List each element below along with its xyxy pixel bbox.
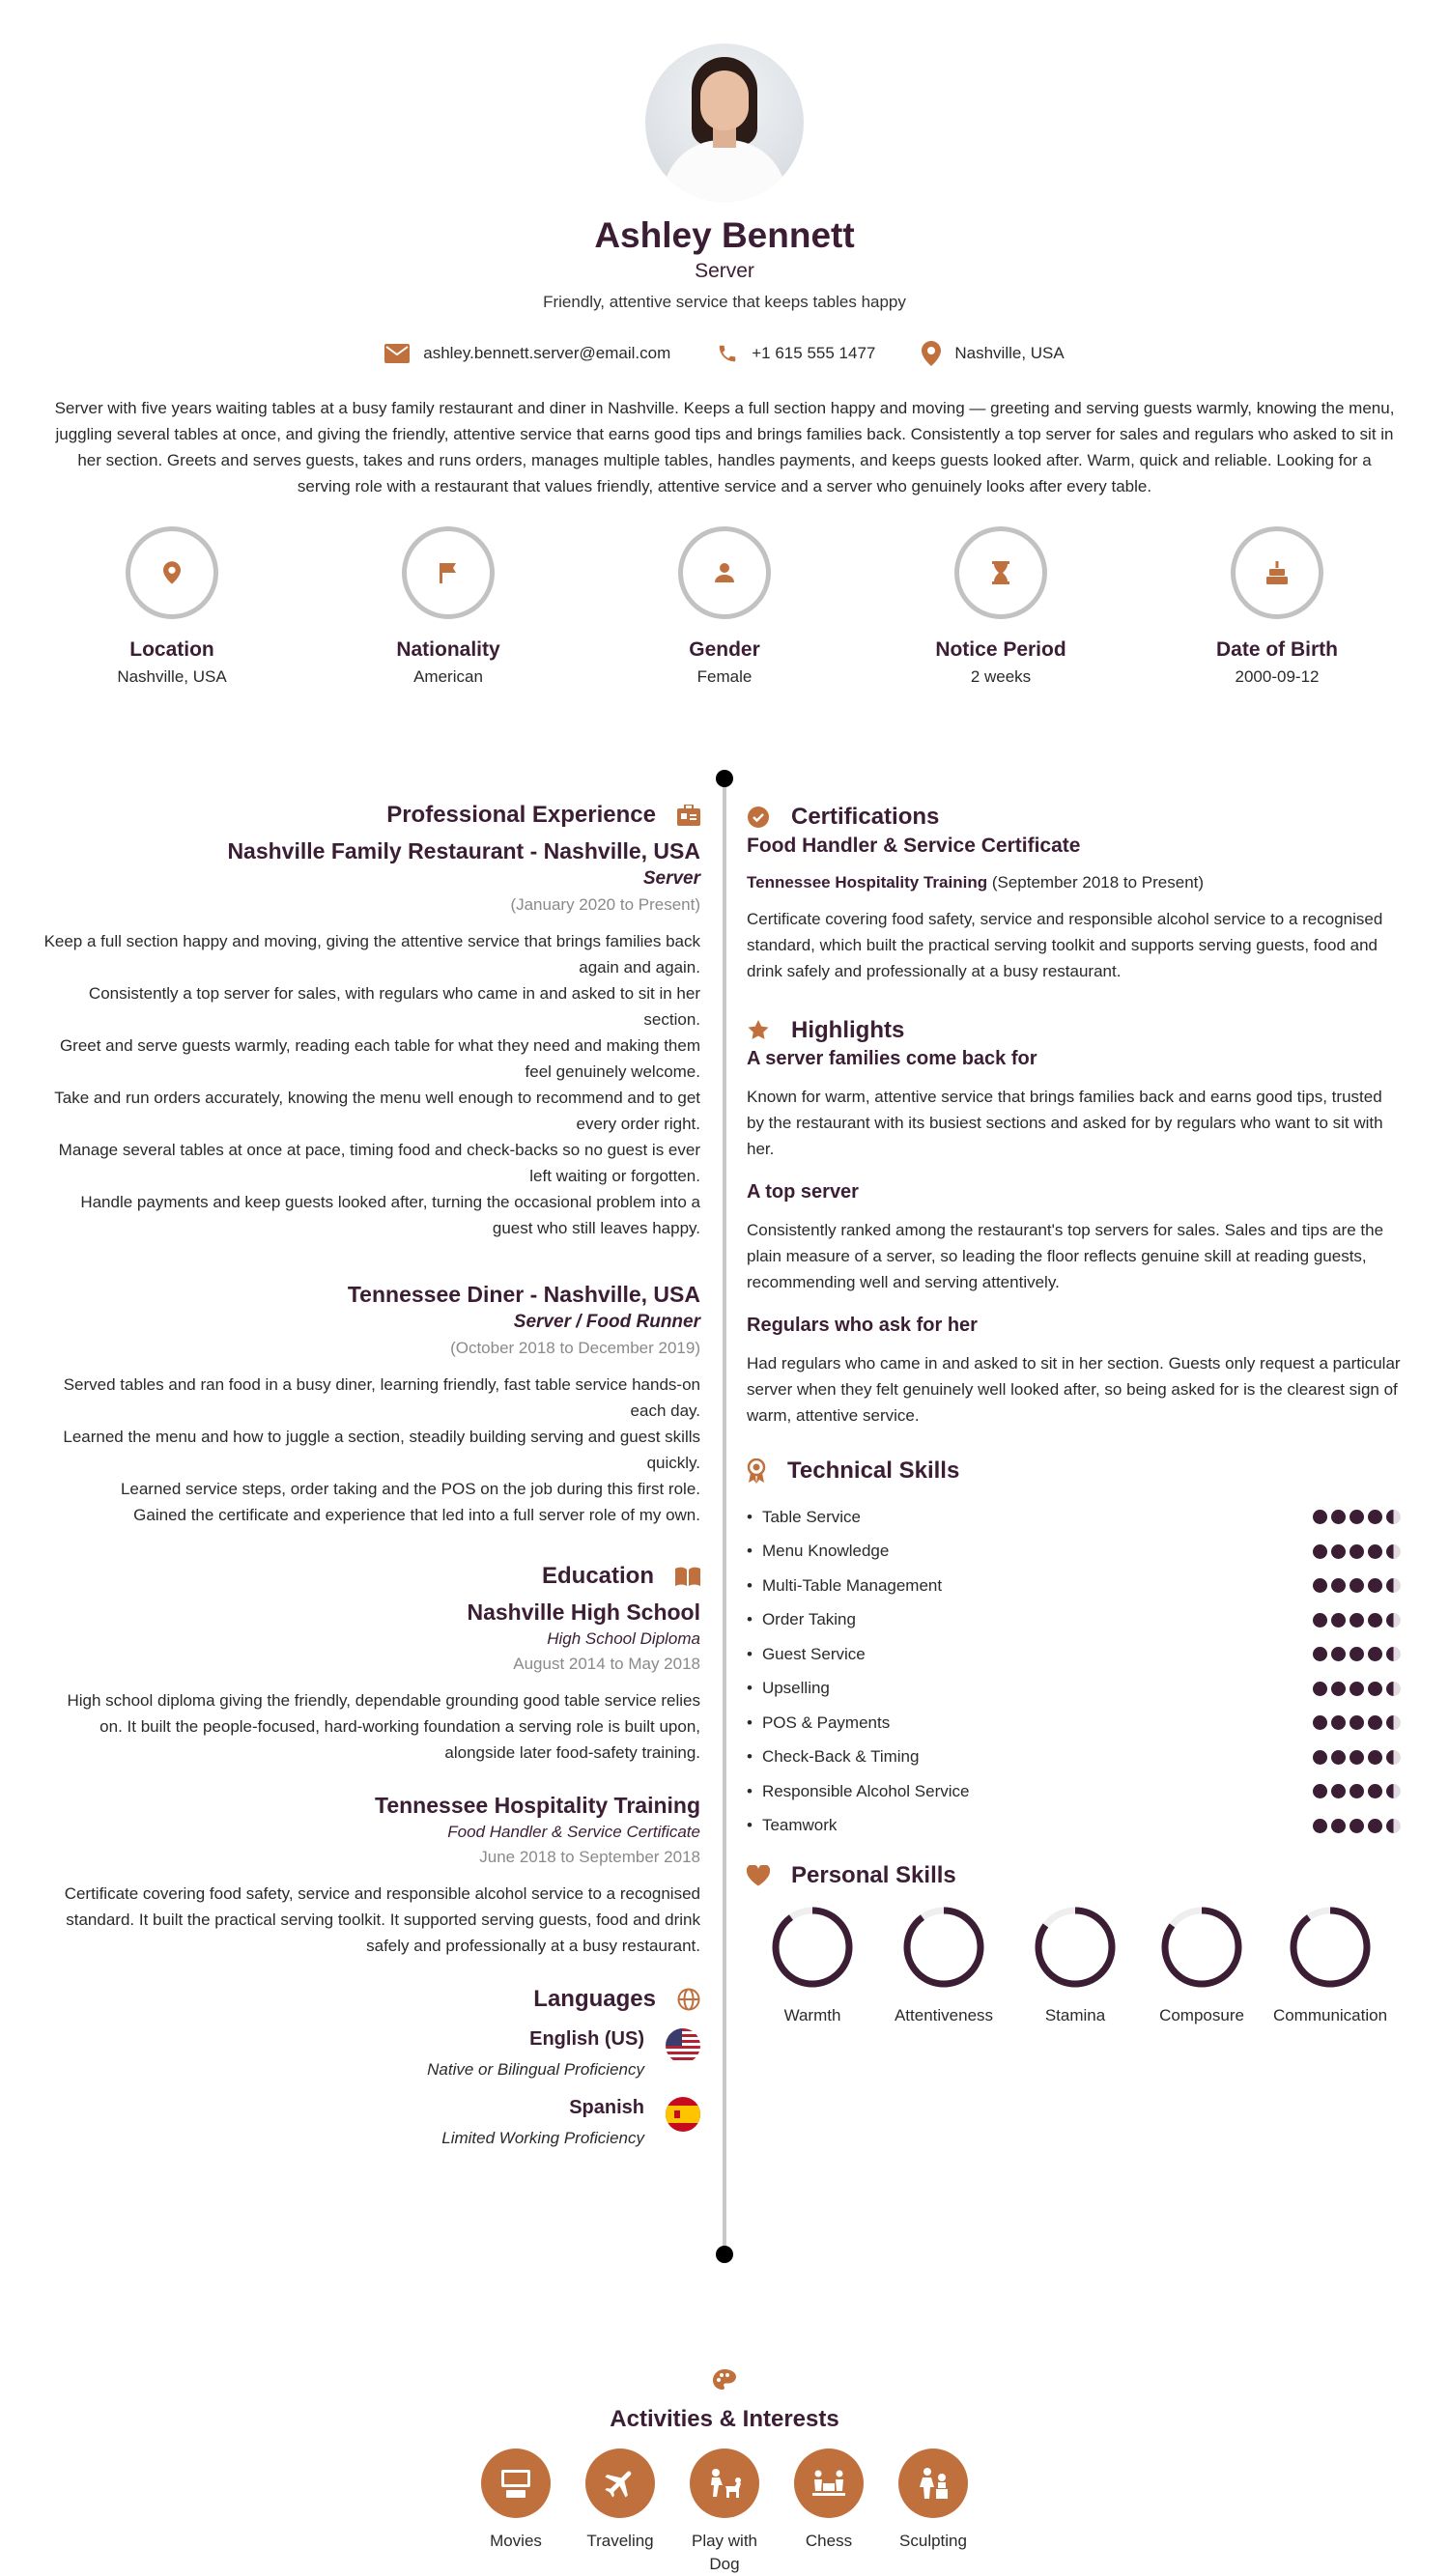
fact-value: 2 weeks [970,667,1032,686]
us-flag-icon [666,2028,700,2063]
book-icon [675,1567,700,1586]
fact-label: Location [129,638,214,661]
skill-row [747,1637,1401,1672]
contact-phone[interactable] [717,341,875,366]
certification-dates: (September 2018 to Present) [991,873,1205,892]
skill-row [747,1809,1401,1844]
interest-name: Sculpting [899,2532,967,2550]
job-position: Server / Food Runner [513,1312,700,1332]
job-bullet: Learned the menu and how to juggle a section, steadily building serving and guest skills quickly. [63,1428,700,1472]
skill-rating [1313,1613,1401,1628]
interest-name: Movies [490,2532,542,2550]
fact-gender [613,526,836,687]
personal-skill [878,1907,1009,2025]
job-bullet: Handle payments and keep guests looked after, turning the occasional problem into a guest who still leaves happy. [80,1193,700,1237]
fact-notice-period [890,526,1112,687]
highlight-description: Consistently ranked among the restaurant's top servers for sales. Sales and tips are the plain measure of a server, so leading the floor reflects genuine skill at reading guests, recommending well and serving attentively. [747,1221,1384,1291]
job-description [43,1372,700,1528]
language-entry [43,2097,700,2148]
personal-skill [1141,1907,1263,2025]
fact-nationality [337,526,559,687]
education-org: Nashville High School [467,1599,700,1625]
interest-item [481,2449,551,2576]
language-name: Spanish [569,2097,644,2118]
education-section-title [43,1563,700,1590]
education-dates: June 2018 to September 2018 [479,1848,700,1866]
right-column [747,804,1401,2025]
language-level: Limited Working Proficiency [441,2129,644,2147]
highlights-section-title [747,1017,1401,1044]
facts-row [34,526,1415,687]
education-entry [43,1599,700,1766]
personal-skill-name: Composure [1159,2006,1244,2024]
section-title-text: Education [541,1563,654,1589]
skill-row [747,1774,1401,1809]
highlight-title: Regulars who ask for her [747,1315,978,1336]
sculpting-icon [916,2466,951,2501]
highlight-description: Had regulars who came in and asked to sit in her section. Guests only request a particular server when they felt genuinely well looked after, so being asked for is the clearest sign of warm, attentive service. [747,1354,1401,1425]
timeline-start-dot [716,770,733,787]
avatar [645,43,804,202]
education-dates: August 2014 to May 2018 [513,1655,700,1673]
map-pin-icon [163,561,181,584]
movie-icon [498,2468,533,2499]
skill-row [747,1603,1401,1638]
person-icon [714,562,735,583]
contact-row [0,341,1449,366]
job-bullet: Take and run orders accurately, knowing the menu well enough to recommend and to get every order right. [54,1089,700,1133]
skill-row [747,1741,1401,1775]
education-degree: Food Handler & Service Certificate [447,1823,700,1841]
email-icon [384,344,410,363]
fact-label: Gender [689,638,760,661]
chess-icon [810,2468,847,2499]
interests-row [0,2449,1449,2576]
job-bullet: Consistently a top server for sales, with regulars who came in and asked to sit in her section. [88,984,700,1029]
timeline-end-dot [716,2246,733,2263]
palette-icon [712,2368,737,2393]
section-title-text: Personal Skills [791,1862,956,1888]
personal-skill [1263,1907,1398,2025]
left-column [43,802,700,2148]
personal-skills-section-title [747,1862,1401,1889]
interest-name: Play with Dog [691,2532,758,2573]
fact-location [61,526,283,687]
certification-description: Certificate covering food safety, service and responsible alcohol service to a recognised standard, which built the practical serving toolkit and supports serving guests, food and drink safely and professionally at a busy restaurant. [747,910,1383,980]
interest-name: Traveling [586,2532,654,2550]
personal-skill [1009,1907,1141,2025]
interests-section [0,2368,1449,2576]
job-entry [43,1282,700,1528]
briefcase-icon [677,805,700,826]
certifications-section-title [747,804,1401,831]
candidate-role: Server [695,260,754,282]
skill-name: • Upselling [747,1679,830,1698]
skill-rating [1313,1682,1401,1696]
candidate-name: Ashley Bennett [594,215,855,255]
map-pin-icon [922,341,941,366]
education-entry [43,1793,700,1959]
certification-issuer: Tennessee Hospitality Training [747,873,988,892]
candidate-tagline: Friendly, attentive service that keeps tables happy [543,293,906,311]
skill-name: • Order Taking [747,1610,856,1629]
resume-header [0,0,1449,499]
skill-rating [1313,1819,1401,1833]
skill-progress-ring [1161,1907,1242,1988]
skill-rating [1313,1647,1401,1661]
personal-skill-name: Attentiveness [894,2006,994,2024]
interest-item [794,2449,864,2576]
section-title-text: Certifications [791,804,940,830]
job-entry [43,838,700,1241]
education-degree: High School Diploma [547,1629,700,1648]
language-name: English (US) [529,2028,644,2050]
skill-name: • Multi-Table Management [747,1576,942,1596]
fact-value: 2000-09-12 [1235,667,1320,686]
contact-email[interactable] [384,341,670,366]
skill-rating [1313,1544,1401,1559]
phone-icon [717,343,738,364]
skill-name: • Table Service [747,1508,861,1527]
job-bullet: Manage several tables at once at pace, timing food and check-backs so no guest is ever left waiting or forgotten. [58,1141,700,1185]
personal-skills-row [747,1907,1401,2025]
skill-rating [1313,1784,1401,1798]
interest-name: Chess [805,2532,853,2550]
certification-name: Food Handler & Service Certificate [747,835,1081,857]
skill-row [747,1706,1401,1741]
skill-name: • Guest Service [747,1645,866,1664]
job-dates: (January 2020 to Present) [510,895,700,914]
highlight-title: A top server [747,1181,859,1203]
highlight-description: Known for warm, attentive service that brings families back and earns good tips, trusted by the restaurant with its busiest sections and asked for by regulars who want to sit with her. [747,1088,1383,1158]
experience-section-title [43,802,700,829]
flag-icon [439,562,458,583]
technical-skills-section-title [747,1458,1401,1485]
spain-flag-icon [666,2097,700,2132]
highlight-title: A server families come back for [747,1048,1037,1069]
fact-label: Notice Period [935,638,1066,661]
fact-value: Nashville, USA [117,667,227,686]
skill-name: • Menu Knowledge [747,1542,889,1561]
section-title-text: Technical Skills [787,1458,960,1484]
job-bullet: Learned service steps, order taking and the POS on the job during this first role. [120,1480,700,1498]
star-icon [747,1019,770,1042]
skill-row [747,1672,1401,1707]
job-bullet: Gained the certificate and experience that led into a full server role of my own. [133,1506,700,1524]
skill-name: • Check-Back & Timing [747,1747,919,1767]
skill-rating [1313,1750,1401,1765]
skill-row [747,1535,1401,1570]
hourglass-icon [992,561,1009,584]
fact-date-of-birth [1166,526,1388,687]
skill-name: • Teamwork [747,1816,837,1835]
interest-item [690,2449,759,2576]
personal-skill-name: Stamina [1044,2006,1106,2024]
job-org: Nashville Family Restaurant - Nashville, USA [227,838,700,863]
dog-icon [706,2467,743,2500]
education-description: Certificate covering food safety, service and responsible alcohol service to a recognised standard. It built the practical serving toolkit. It supported serving guests, food and drink safely and professionally at a busy restaurant. [64,1884,700,1955]
languages-section-title [43,1986,700,2013]
skill-progress-ring [1035,1907,1116,1988]
job-org: Tennessee Diner - Nashville, USA [347,1282,700,1307]
skill-progress-ring [1290,1907,1371,1988]
certificate-badge-icon [747,806,770,829]
skill-rating [1313,1578,1401,1593]
certification-issuer-line [747,873,1401,892]
job-dates: (October 2018 to December 2019) [450,1339,700,1357]
airplane-icon [602,2465,639,2502]
section-title-text: Highlights [791,1017,905,1043]
skill-row [747,1569,1401,1603]
skill-rating [1313,1715,1401,1730]
contact-location [922,341,1064,366]
timeline-line [723,778,726,2256]
skill-progress-ring [772,1907,853,1988]
fact-value: Female [696,667,753,686]
job-bullet: Greet and serve guests warmly, reading each table for what they need and making them feel genuinely welcome. [59,1036,700,1081]
location-text: Nashville, USA [954,344,1065,362]
language-entry [43,2028,700,2080]
personal-skill [747,1907,878,2025]
job-bullet: Keep a full section happy and moving, giving the attentive service that brings families back again and again. [43,932,700,977]
personal-skill-name: Communication [1272,2006,1388,2024]
summary-text: Server with five years waiting tables at a busy family restaurant and diner in Nashville. Keeps a full section happy and moving — greeting and serving guests warmly, knowing the menu, juggling several tables at once, and giving the friendly, attentive service that earns good tips and brings families back. Consistently a top server for sales and regulars who asked to sit in her section. Greets and serves guests, takes and runs orders, manages multiple tables, handles payments, and keeps guests looked after. Warm, quick and reliable. Looking for a serving role with a restaurant that values friendly, attentive service and a server who genuinely looks after every table. [54,399,1395,495]
award-ribbon-icon [747,1458,766,1484]
interest-item [898,2449,968,2576]
job-position: Server [642,868,700,889]
fact-label: Nationality [396,638,500,661]
technical-skills-list [747,1500,1401,1843]
education-org: Tennessee Hospitality Training [375,1793,700,1818]
cake-icon [1265,561,1289,584]
fact-label: Date of Birth [1216,638,1338,661]
skill-name: • POS & Payments [747,1713,890,1733]
section-title-text: Languages [533,1986,656,2012]
fact-value: American [413,667,483,686]
section-title-text: Professional Experience [386,802,656,828]
job-description [43,928,700,1241]
email-text: ashley.bennett.server@email.com [423,344,671,362]
skill-progress-ring [903,1907,984,1988]
skill-rating [1313,1510,1401,1524]
job-bullet: Served tables and ran food in a busy diner, learning friendly, fast table service hands-on each day. [63,1375,700,1420]
globe-icon [677,1988,700,2011]
skill-row [747,1500,1401,1535]
heart-icon [747,1865,770,1886]
interests-title: Activities & Interests [610,2406,839,2432]
interest-item [585,2449,655,2576]
phone-text: +1 615 555 1477 [752,344,876,362]
skill-name: • Responsible Alcohol Service [747,1782,969,1801]
language-level: Native or Bilingual Proficiency [427,2060,644,2079]
personal-skill-name: Warmth [783,2006,841,2024]
education-description: High school diploma giving the friendly, dependable grounding good table service relies on. It built the people-focused, hard-working foundation a serving role is built upon, alongside later food-safety training. [67,1691,700,1762]
